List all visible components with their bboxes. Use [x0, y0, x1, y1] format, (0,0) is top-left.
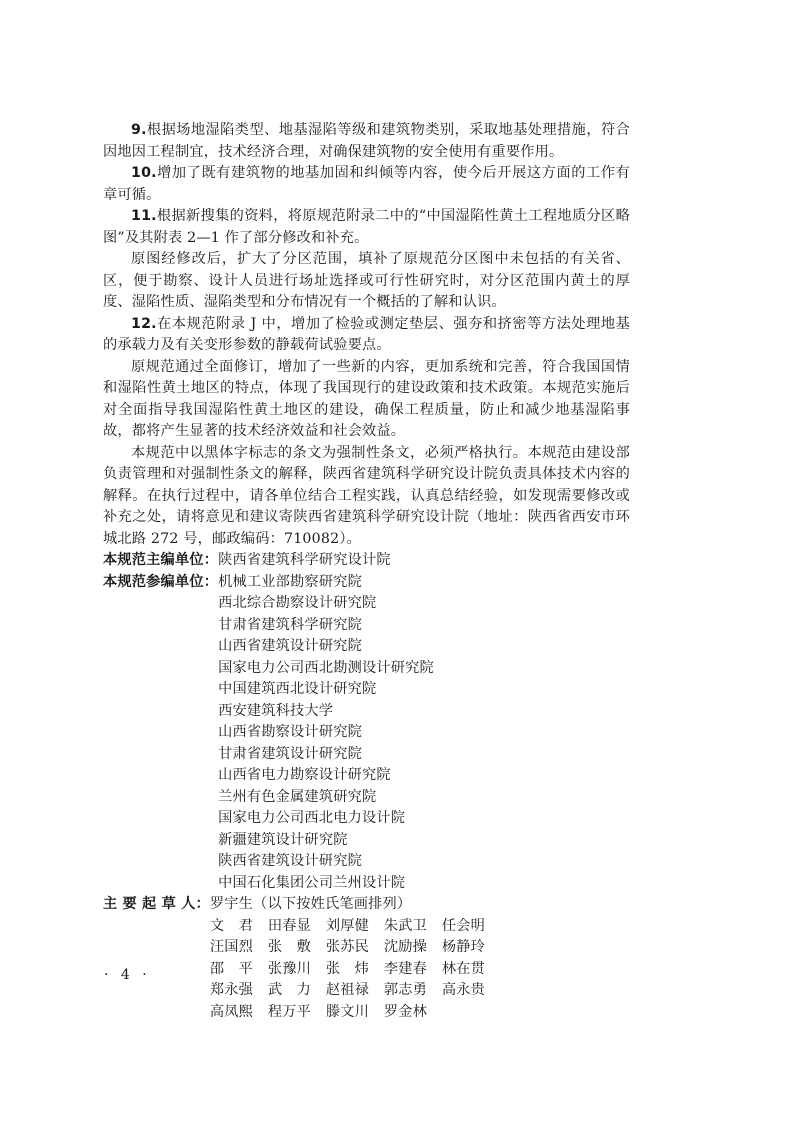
unit-item: 山西省建筑设计研究院 [218, 638, 362, 654]
drafter-name: 赵祖禄 [325, 982, 370, 998]
unit-item: 甘肃省建筑科学研究院 [218, 616, 362, 633]
chief-editor-unit [103, 550, 630, 572]
unit-item: 西北综合勘察设计研究院 [218, 595, 377, 611]
participating-units-label: 本规范参编单位： [103, 573, 219, 590]
paragraph-item-12 [103, 314, 630, 357]
chief-unit-label: 本规范主编单位： [103, 552, 219, 568]
paragraph-text: 原规范通过全面修订，增加了一些新的内容，更加系统和完善，符合我国国情和湿陷性黄土地区的特点，体现了我国现行的建设政策和技术政策。本规范实施后对全面指导我国湿陷性黄土地区的建设，确保工程质量，防止和减少地基湿陷事故，都将产生显著的技术经济效益和社会效益。 [103, 358, 630, 439]
drafter-name: 罗金林 [383, 1003, 428, 1020]
paragraph-text: 根据场地湿陷类型、地基湿陷等级和建筑物类别，采取地基处理措施，符合因地因工程制宜，技术经济合理，对确保建筑物的安全使用有重要作用。 [103, 122, 630, 160]
drafters-names-grid [210, 916, 500, 1024]
paragraph-item-9 [103, 120, 630, 163]
item-number: 10. [131, 165, 157, 181]
drafter-name: 武 力 [267, 982, 312, 998]
item-number: 12. [131, 315, 157, 332]
unit-item: 机械工业部勘察研究院 [218, 573, 362, 590]
paragraph-summary [103, 357, 630, 443]
drafter-name: 文 君 [209, 917, 254, 934]
drafter-name: 郑永强 [209, 982, 254, 998]
drafter-name: 邵 平 [209, 960, 254, 977]
paragraph-item-10 [103, 163, 630, 206]
drafter-name: 杨静玲 [441, 939, 486, 955]
drafter-name: 郭志勇 [383, 982, 428, 998]
drafter-name: 滕文川 [325, 1003, 370, 1020]
paragraph-text: 根据新搜集的资料，将原规范附录二中的“中国湿陷性黄土工程地质分区略图”及其附表 2—1 作了部分修改和补充。 [103, 208, 630, 246]
unit-item: 国家电力公司西北电力设计院 [218, 810, 406, 826]
drafter-name: 高凤熙 [209, 1003, 254, 1020]
drafter-name: 任会明 [441, 917, 486, 934]
unit-item: 中国石化集团公司兰州设计院 [218, 874, 406, 891]
unit-item: 山西省电力勘察设计研究院 [218, 767, 391, 783]
lead-drafter: 罗宇生（以下按姓氏笔画排列） [209, 896, 412, 912]
drafters-label: 主 要 起 草 人： [103, 896, 210, 912]
drafter-name: 张 敷 [267, 939, 312, 955]
drafter-name: 高永贵 [441, 982, 486, 998]
item-number: 9. [131, 122, 147, 138]
drafter-name: 田春显 [267, 917, 312, 934]
participating-units [103, 572, 630, 895]
unit-item: 陕西省建筑设计研究院 [218, 853, 362, 869]
paragraph-text: 在本规范附录 J 中，增加了检验或测定垫层、强夯和挤密等方法处理地基的承载力及有关变形参数的静载荷试验要点。 [103, 315, 630, 353]
paragraph-map-revision [103, 249, 630, 314]
unit-item: 中国建筑西北设计研究院 [218, 681, 377, 697]
drafter-name: 汪国烈 [209, 939, 254, 955]
drafter-name: 林在贯 [441, 960, 486, 977]
paragraph-item-11 [103, 206, 630, 249]
drafter-name: 张苏民 [325, 939, 370, 955]
main-drafters [103, 894, 630, 1023]
unit-item: 西安建筑科技大学 [218, 702, 334, 719]
paragraph-text: 本规范中以黑体字标志的条文为强制性条文，必须严格执行。本规范由建设部负责管理和对强制性条文的解释，陕西省建筑科学研究设计院负责具体技术内容的解释。在执行过程中，请各单位结合工程实践，认真总结经验，如发现需要修改或补充之处，请将意见和建议寄陕西省建筑科学研究设计院（地址：陕西省西安市环城北路 272 号，邮政编码：710082）。 [103, 444, 630, 547]
drafter-name: 沈励操 [383, 939, 428, 955]
page-number: · 4 · [104, 967, 151, 983]
unit-item: 山西省勘察设计研究院 [218, 724, 362, 740]
drafters-block [210, 894, 500, 1023]
unit-item: 甘肃省建筑设计研究院 [218, 745, 362, 762]
drafter-name: 李建春 [383, 960, 428, 977]
drafter-name: 刘厚健 [325, 917, 370, 934]
item-number: 11. [131, 208, 157, 224]
document-body [103, 120, 630, 1023]
drafter-name: 朱武卫 [383, 917, 428, 934]
paragraph-text: 原图经修改后，扩大了分区范围，填补了原规范分区图中未包括的有关省、区，便于勘察、设计人员进行场址选择或可行性研究时，对分区范围内黄土的厚度、湿陷性质、湿陷类型和分布情况有一个概括的了解和认识。 [103, 251, 630, 310]
drafter-name: 程万平 [267, 1003, 312, 1020]
drafter-name: 张 炜 [325, 960, 370, 977]
unit-item: 兰州有色金属建筑研究院 [218, 788, 377, 805]
paragraph-mandatory-clauses [103, 443, 630, 551]
chief-unit-value: 陕西省建筑科学研究设计院 [218, 552, 391, 568]
unit-item: 新疆建筑设计研究院 [218, 831, 348, 848]
participating-units-list [218, 572, 434, 895]
unit-item: 国家电力公司西北勘测设计研究院 [218, 659, 434, 676]
paragraph-text: 增加了既有建筑物的地基加固和纠倾等内容，使今后开展这方面的工作有章可循。 [103, 165, 630, 203]
drafter-name: 张豫川 [267, 960, 312, 977]
